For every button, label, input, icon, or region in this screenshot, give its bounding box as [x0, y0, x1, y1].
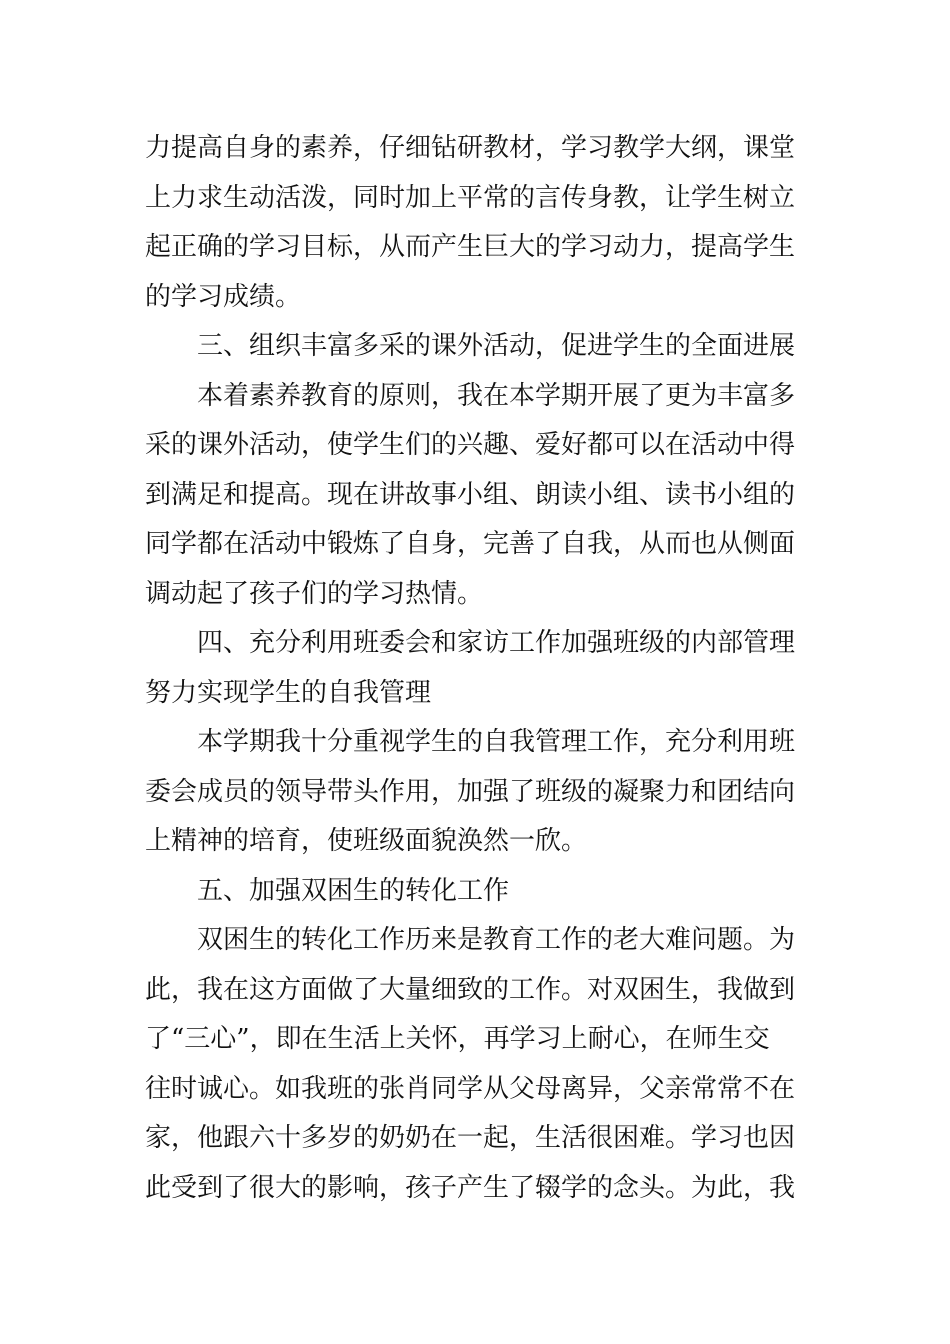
section-heading: 五、加强双困生的转化工作 — [197, 875, 510, 906]
paragraph-line: 本学期我十分重视学生的自我管理工作，充分利用班 — [197, 727, 796, 757]
paragraph-line: 同学都在活动中锻炼了自身，完善了自我，从而也从侧面 — [145, 529, 796, 559]
paragraph-line: 此，我在这方面做了大量细致的工作。对双困生，我做到 — [145, 974, 796, 1005]
paragraph-line: 起正确的学习目标，从而产生巨大的学习动力，提高学生 — [145, 232, 796, 262]
paragraph-line: 的学习成绩。 — [145, 281, 302, 312]
paragraph-line: 调动起了孩子们的学习热情。 — [145, 578, 484, 609]
paragraph-line: 往时诚心。如我班的张肖同学从父母离异，父亲常常不在 — [145, 1073, 796, 1104]
paragraph-line: 双困生的转化工作历来是教育工作的老大难问题。为 — [197, 925, 796, 955]
section-heading: 四、充分利用班委会和家访工作加强班级的内部管理 — [197, 628, 796, 658]
paragraph-line: 到满足和提高。现在讲故事小组、朗读小组、读书小组的 — [145, 479, 796, 510]
document-body — [145, 124, 810, 1213]
section-heading-continued: 努力实现学生的自我管理 — [145, 677, 432, 708]
paragraph-line: 采的课外活动，使学生们的兴趣、爱好都可以在活动中得 — [145, 430, 796, 460]
paragraph-line: 本着素养教育的原则，我在本学期开展了更为丰富多 — [197, 380, 796, 411]
paragraph-line: 上力求生动活泼，同时加上平常的言传身教，让学生树立 — [145, 182, 796, 213]
paragraph-line: 委会成员的领导带头作用，加强了班级的凝聚力和团结向 — [145, 776, 796, 807]
paragraph-line: 此受到了很大的影响，孩子产生了辍学的念头。为此，我 — [145, 1172, 796, 1203]
section-heading: 三、组织丰富多采的课外活动，促进学生的全面进展 — [197, 331, 796, 361]
paragraph-line: 上精神的培育，使班级面貌涣然一欣。 — [145, 826, 588, 856]
paragraph-line: 了“三心”，即在生活上关怀，再学习上耐心，在师生交 — [145, 1024, 770, 1054]
paragraph-line: 家，他跟六十多岁的奶奶在一起，生活很困难。学习也因 — [145, 1123, 796, 1153]
paragraph-line: 力提高自身的素养，仔细钻研教材，学习教学大纲，课堂 — [145, 133, 796, 163]
